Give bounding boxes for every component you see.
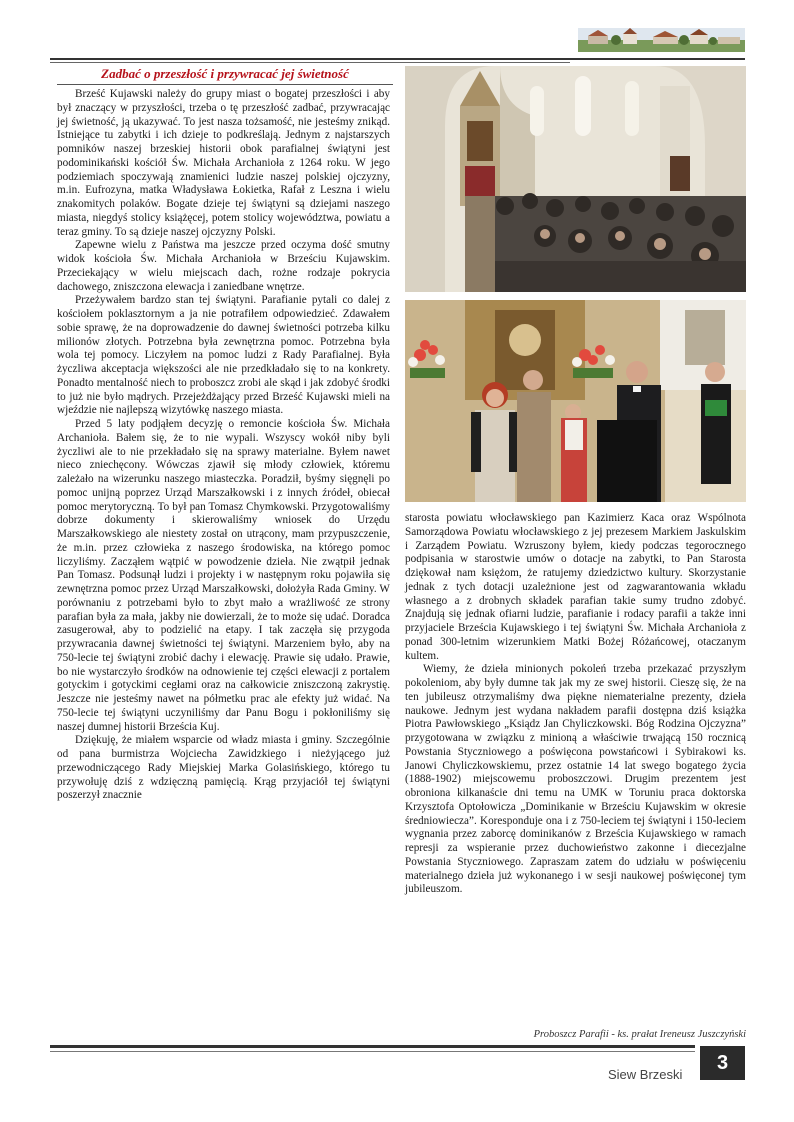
article-column-left xyxy=(57,88,390,803)
footer-rule-thin xyxy=(50,1051,695,1052)
paragraph: Zapewne wielu z Państwa ma jeszcze przed oczyma dość smutny widok kościoła Św. Michała Archanioła w Brześciu Kujawskim. Przeciekający w wielu miejscach dach, rożne rodzaje pokrycia dachowego, zniszczona elewacja i zaniedbane wnętrze. xyxy=(57,239,390,293)
ceremony-group-photo xyxy=(405,300,746,502)
publication-name: Siew Brzeski xyxy=(608,1067,683,1082)
church-interior-photo xyxy=(405,66,746,292)
paragraph: Brześć Kujawski należy do grupy miast o bogatej przeszłości i aby był znaczący w przyszłości, trzeba o tę przeszłość zadbać, przywracając jej świetność, ją ukazywać. To jest nasza tożsamość, nie jesteśmy znikąd. Istniejące tu zabytki i ich dzieje to podkreślają. Jednym z najstarszych pomników naszej brzeskiej historii obok parafialnej świątyni jest podominikański kościół Św. Michała Archanioła z 1264 roku. W jego podziemiach spoczywają znamienici ludzie naszej polskiej ojczyzny, m.in. Eufrozyna, matka Władysława Łokietka, Rafał z Leszna i wielu znakomitych polaków. Bogate dzieje tej świątyni są dziejami naszego miasta, niegdyś stolicy książęcej, potem stolicy województwa, powiatu a teraz gminy. To są dzieje naszej ojczyzny Polski. xyxy=(57,88,390,238)
footer-rule xyxy=(50,1045,695,1048)
page-number: 3 xyxy=(700,1046,745,1080)
title-underline xyxy=(57,84,393,85)
paragraph: starosta powiatu włocławskiego pan Kazimierz Kaca oraz Wspólnota Samorządowa Powiatu włocławskiego z jej prezesem Markiem Jaskulskim i Zarządem Powiatu. Wzruszony byłem, kiedy podczas tegorocznego podpisania w starostwie umów o dotacje na zabytki, to Pan Starosta dziękował nam księżom, że ratujemy dziedzictwo kultury. Skorzystanie jednak z tych dotacji uzależnione jest od zagwarantowania wkładu własnego a z drobnych składek parafian takie sumy trudno zdobyć. Znajdują się jednak ofiarni ludzie, parafianie i rodacy parafii a także inni przyjaciele Brześcia Kujawskiego i tej świątyni Św. Michała Archanioła z ponad 300-letnim wizerunkiem Matki Bożej Różańcowej, otaczanym kultem. xyxy=(405,512,746,662)
author-signature: Proboszcz Parafii - ks. prałat Ireneusz Juszczyński xyxy=(533,1029,746,1040)
paragraph: Dziękuję, że miałem wsparcie od władz miasta i gminy. Szczególnie od pana burmistrza Wojciecha Zawidzkiego i nieżyjącego już przewodniczącego Rady Miejskiej Marka Golasińskiego, którego tu przywołuję dziś z wdzięczną pamięcią. Krąg przyjaciół tej świątyni poszerzył znacznie xyxy=(57,734,390,802)
article-column-right xyxy=(405,512,746,897)
paragraph: Przed 5 laty podjąłem decyzję o remoncie kościoła Św. Michała Archanioła. Bałem się, że to nie wypali. Wszyscy wokół niby byli życzliwi ale to nie przekładało się na sprawy materialne. Byłem nawet nieco zniechęcony. Wówczas zjawił się młody człowiek, któremu zależało na wizerunku naszego miasteczka. Poradził, byśmy sięgnęli po pomoc unijną poprzez Urząd Marszałkowski i z innych źródeł, obiecał pomoc merytoryczną. To był pan Tomasz Chymkowski. Przygotowaliśmy dobrze dokumenty i skierowaliśmy wniosek do Urzędu Marszałkowskiego ale niestety został on utrącony, mam przypuszczenie, że m.in. przez człowieka z naszego środowiska, na którego pomoc liczyliśmy. Zacząłem wątpić w powodzenie dzieła. Nie zwątpił jednak Pan Tomasz. Podsunął ludzi i projekty i w następnym roku pojawiła się zewnętrzna pomoc przez Urząd Marszałkowski, dołożyła Rada Gminy. W porównaniu z potrzebami było to zbyt mało a wrażliwość ze strony parafian była za mała, jakby nie dowierzali, że to może się udać. Doradca zasugerował, aby to podzielić na etapy. I tak zaczęła się przygoda przywracania dawnej świetności tej świątyni. Marzeniem było, aby na 750-lecie tej świątyni zrobić dachy i elewację. Prawie się udało. Prawie, bo nie wystarczyło środków na odnowienie tej części elewacji z portalem gotyckim i gotyckimi cegłami oraz na całkowicie zniszczoną zakrystię. Jeszcze nie jesteśmy nawet na półmetku prac ale efekty już widać. Na 750-lecie tej świątyni uczyniliśmy dar Panu Bogu i pokłoniliśmy się naszej dumnej historii Brześcia Kuj. xyxy=(57,418,390,733)
header-rule-thin xyxy=(50,62,570,63)
header-thumbnail-photo xyxy=(578,28,745,52)
paragraph: Przeżywałem bardzo stan tej świątyni. Parafianie pytali co dalej z kościołem poklasztornym a ja nie potrafiłem odpowiedzieć. Zdawałem sobie sprawę, że na doprowadzenie do dawnej świetności potrzeba kilku milionów złotych. Potrzebna była zewnętrzna pomoc. Potrzebna była wola tej pomocy. Liczyłem na pomoc ludzi z Rady Parafialnej. Była życzliwa akceptacja większości ale nie przedkładało się to na konkrety. Ponadto mentalność niech to proboszcz zrobi ale skąd i jak zdobyć środki to już nie było mądrych. Przejeżdżający przed Brześć Kujawski mieli na wjeździe nie najlepszą wizytówkę naszego miasta. xyxy=(57,294,390,417)
header-rule xyxy=(50,58,745,60)
paragraph: Wiemy, że dzieła minionych pokoleń trzeba przekazać przyszłym pokoleniom, aby były dumne tak jak my ze swej historii. Cieszę się, że na ten jubileusz otrzymaliśmy dwa piękne niematerialne prezenty, dzieła naukowe. Jednym jest wydana nakładem parafii dostępna dziś książka Piotra Pawłowskiego „Ksiądz Jan Chyliczkowski. Bóg Rodzina Ojczyzna” przygotowana w związku z minioną a właściwie trwającą 150 rocznicą Powstania Styczniowego a poświęcona powstańcowi i Sybirakowi ks. Janowi Chyliczkowskiemu, przez ostatnie 14 lat swego bogatego życia (1888-1902) miejscowemu proboszczowi. Drugim prezentem jest obroniona kilkanaście dni temu na UMK w Toruniu praca doktorska Krzysztofa Optołowicza „Dominikanie w Brześciu Kujawskim w okresie średniowiecza”. Koresponduje ona i z 750-leciem tej świątyni i 150-leciem wygnania przez zaborcę dominikanów z Brześcia Kujawskiego w ramach represji za wspieranie przez duchowieństwo zakonne i diecezjalne Powstania Styczniowego. Zapraszam zatem do udziału w poświęceniu materialnego dzieła już wykonanego i w sesji naukowej poświęconej tym jubileuszom. xyxy=(405,663,746,896)
article-title: Zadbać o przeszłość i przywracać jej świetność xyxy=(101,66,349,81)
